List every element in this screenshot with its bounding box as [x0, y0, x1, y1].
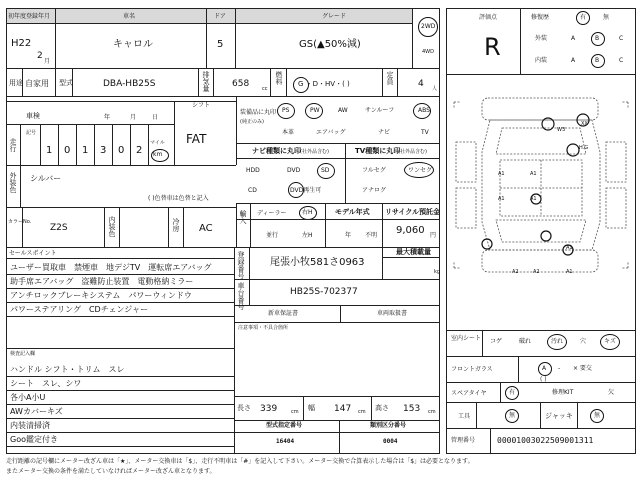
odo-digit: 3: [100, 145, 107, 156]
exterior-color: シルバー: [30, 174, 62, 183]
height: 153: [403, 404, 421, 414]
spare-item: 欠: [608, 389, 615, 396]
equip-item: PS: [282, 107, 290, 114]
damage-mark: A1: [566, 245, 573, 251]
management-no: 00001003022509001311: [497, 436, 594, 445]
fuel-options: G ・D・HV・( ): [298, 80, 350, 88]
first-reg-label: 初年度登録年月: [8, 13, 51, 20]
inspector-line: シート スレ、シワ: [10, 379, 82, 388]
color-no: Z2S: [50, 223, 68, 233]
odo-digit: 0: [64, 145, 71, 156]
recycle-fee: 9,060: [396, 225, 425, 236]
inspector-line: 内装清掃済: [10, 421, 50, 430]
odo-digit: 0: [118, 145, 125, 156]
sales-point-line: パワーステアリング CDチェンジャー: [10, 305, 149, 314]
damage-mark: A1: [566, 269, 573, 275]
sales-point-line: ユーザー買取車 禁煙車 地デジTV 運転席エアバッグ: [10, 263, 212, 272]
interior-grade: A: [571, 57, 576, 64]
width: 147: [334, 404, 352, 414]
inspector-line: AWカバーキズ: [10, 407, 63, 416]
plate: 尾張小牧581さ0963: [270, 257, 365, 268]
inspector-line: ハンドル シフト・トリム スレ: [10, 365, 125, 374]
inspector-line: 各小A小U: [10, 393, 46, 402]
damage-mark: W3: [557, 127, 566, 133]
tv-item: ワンセグ: [408, 167, 433, 174]
damage-mark: A1: [498, 171, 505, 177]
spare-item: 有: [509, 389, 516, 396]
capacity: 4: [418, 79, 424, 89]
equip-item: エアバッグ: [316, 129, 346, 136]
car-damage-diagram: [450, 92, 632, 278]
equip-item: サンルーフ: [365, 107, 395, 114]
seat-item: 汚れ: [551, 338, 564, 345]
exterior-grade: C: [619, 35, 624, 42]
km-unit: km: [153, 151, 163, 158]
nav-item: DVD: [287, 167, 301, 174]
shift: FAT: [186, 132, 207, 146]
doors: 5: [217, 39, 224, 50]
equip-item: TV: [421, 129, 429, 136]
nav-item: CD: [248, 187, 257, 194]
equip-item: PW: [310, 107, 320, 114]
damage-mark: A1: [530, 196, 537, 202]
exterior-grade: B: [595, 35, 600, 42]
first-reg-era: H22: [11, 38, 32, 49]
car-name: キャロル: [113, 39, 153, 50]
footer-note-1: 走行距離の記号欄にメーター改ざん車は「★」、メーター交換車は「$」、走行不明車は「#」を記入して下さい。メーター交換で合算表示した場合は「$」は必要となります。: [6, 458, 474, 465]
tv-item: フルセグ: [362, 167, 386, 174]
first-reg-month: 2: [37, 51, 43, 61]
spare-item: 修理KIT: [552, 389, 574, 396]
damage-mark: H.G: [579, 145, 589, 151]
model: DBA-HB25S: [103, 79, 156, 89]
damage-mark: XX: [581, 121, 588, 127]
seat-item: 破れ: [519, 338, 532, 345]
use: 自家用: [25, 79, 49, 88]
damage-mark: A1: [498, 196, 505, 202]
odo-digit: 1: [82, 145, 89, 156]
interior-grade: C: [619, 57, 624, 64]
odo-digit: 2: [136, 145, 143, 156]
equip-item: ナビ: [378, 129, 391, 136]
nav-item: HDD: [246, 167, 260, 174]
equip-label: 装備品に丸印: [240, 109, 277, 116]
seat-item: コゲ: [490, 338, 503, 345]
interior-grade: B: [595, 57, 600, 64]
equip-item: 本革: [282, 129, 295, 136]
grade: GS(▲50%減): [299, 39, 361, 50]
inspector-line: Goo鑑定付き: [10, 435, 58, 444]
odo-digit: 1: [46, 145, 53, 156]
equip-item: ABS: [418, 107, 430, 114]
seat-item: キズ: [604, 338, 616, 345]
exterior-grade: A: [571, 35, 576, 42]
type-no: 16404: [276, 438, 295, 445]
sales-point-line: アンチロックブレーキシステム パワーウィンドウ: [10, 291, 192, 300]
ac: AC: [199, 223, 213, 234]
chassis-no: HB25S-702377: [290, 287, 358, 297]
length: 339: [260, 404, 278, 414]
damage-mark: A2: [512, 269, 519, 275]
nav-item: DVD再生可: [290, 187, 322, 194]
damage-mark: A1: [530, 171, 537, 177]
equip-item: AW: [338, 107, 348, 114]
tv-item: アナログ: [362, 187, 387, 194]
footer-note-2: またメーター交換の条件を満たしていなければメーター改ざん車となります。: [6, 468, 216, 475]
damage-mark: A2: [533, 269, 540, 275]
displacement: 658: [232, 79, 250, 89]
class-no: 0004: [383, 438, 398, 445]
sales-point-line: 助手席エアバッグ 盗難防止装置 電動格納ミラー: [10, 277, 194, 286]
seat-item: 穴: [580, 338, 587, 345]
score: R: [484, 33, 501, 61]
nav-item: SD: [321, 167, 330, 174]
